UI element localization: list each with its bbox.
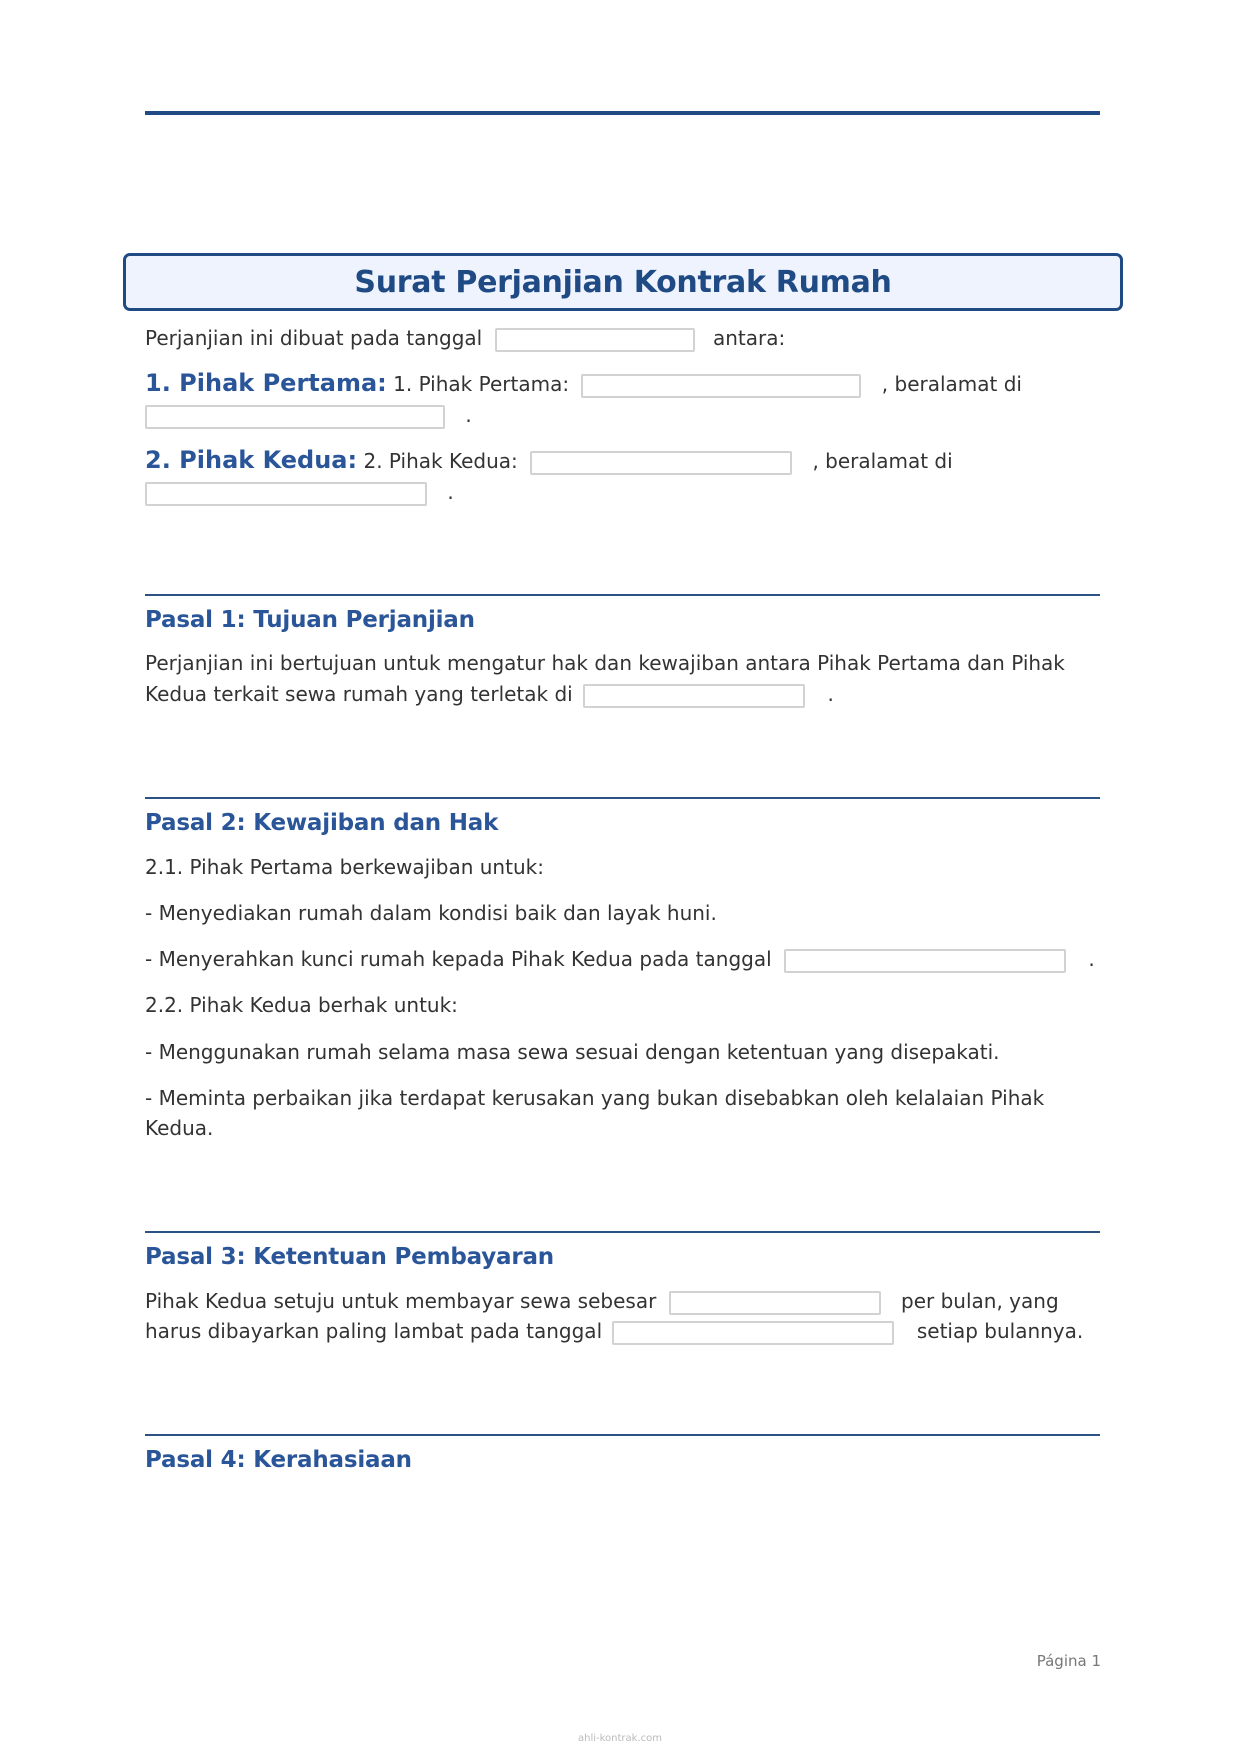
section-2-p3-end: . <box>1088 947 1095 971</box>
title-box <box>123 253 1123 311</box>
section-heading: Pasal 2: Kewajiban dan Hak <box>145 810 499 836</box>
party-first-address-field[interactable] <box>145 405 445 429</box>
section-heading: Pasal 4: Kerahasiaan <box>145 1447 412 1473</box>
party-first-heading: 1. Pihak Pertama: <box>145 369 387 397</box>
section-2-paragraph: 2.1. Pihak Pertama berkewajiban untuk: <box>145 855 544 879</box>
intro-after-text: antara: <box>712 326 786 350</box>
section-1-line-2-text: Kedua terkait sewa rumah yang terletak di <box>145 682 573 706</box>
rent-amount-field[interactable] <box>669 1291 881 1315</box>
section-divider <box>145 594 1100 596</box>
party-first-line <box>145 368 1022 399</box>
section-divider <box>145 1231 1100 1233</box>
top-rule <box>145 111 1100 115</box>
section-3-line-2 <box>145 1316 1083 1346</box>
section-2-paragraph: - Menggunakan rumah selama masa sewa sesuai dengan ketentuan yang disepakati. <box>145 1040 1000 1064</box>
party-first-address-line <box>145 400 472 430</box>
party-second-address-line <box>145 477 454 507</box>
section-1-line-1: Perjanjian ini bertujuan untuk mengatur hak dan kewajiban antara Pihak Pertama dan Pihak <box>145 651 1065 675</box>
section-3-line-2-text: harus dibayarkan paling lambat pada tanggal <box>145 1319 603 1343</box>
section-2-p3-text: - Menyerahkan kunci rumah kepada Pihak Kedua pada tanggal <box>145 947 772 971</box>
section-heading: Pasal 3: Ketentuan Pembayaran <box>145 1244 554 1270</box>
section-2-paragraph <box>145 944 1095 974</box>
house-location-field[interactable] <box>583 684 805 708</box>
page-number: Página 1 <box>1036 1652 1101 1670</box>
key-handover-date-field[interactable] <box>784 949 1066 973</box>
section-3-line-1-end: per bulan, yang <box>901 1289 1059 1313</box>
party-first-address-label: , beralamat di <box>881 372 1022 396</box>
section-2-paragraph: 2.2. Pihak Kedua berhak untuk: <box>145 993 458 1017</box>
party-first-end: . <box>465 403 472 427</box>
party-second-address-label: , beralamat di <box>812 449 953 473</box>
party-second-line <box>145 445 953 476</box>
party-second-heading: 2. Pihak Kedua: <box>145 446 358 474</box>
intro-text: Perjanjian ini dibuat pada tanggal <box>145 326 483 350</box>
section-3-line-2-end: setiap bulannya. <box>916 1319 1084 1343</box>
section-2-paragraph: - Meminta perbaikan jika terdapat kerusakan yang bukan disebabkan oleh kelalaian Pihak <box>145 1086 1045 1110</box>
intro-line <box>145 323 785 353</box>
section-heading: Pasal 1: Tujuan Perjanjian <box>145 607 475 633</box>
section-2-paragraph: - Menyediakan rumah dalam kondisi baik dan layak huni. <box>145 901 717 925</box>
section-3-line-1 <box>145 1286 1059 1316</box>
date-field[interactable] <box>495 328 695 352</box>
party-second-label: 2. Pihak Kedua: <box>363 449 518 473</box>
section-3-line-1-text: Pihak Kedua setuju untuk membayar sewa sebesar <box>145 1289 657 1313</box>
payment-due-date-field[interactable] <box>612 1321 894 1345</box>
party-first-label: 1. Pihak Pertama: <box>393 372 570 396</box>
site-watermark: ahli-kontrak.com <box>577 1733 662 1744</box>
party-second-address-field[interactable] <box>145 482 427 506</box>
section-1-line-2 <box>145 679 834 709</box>
section-divider <box>145 1434 1100 1436</box>
section-1-line-2-end: . <box>827 682 834 706</box>
section-divider <box>145 797 1100 799</box>
section-2-paragraph: Kedua. <box>145 1116 214 1140</box>
document-title: Surat Perjanjian Kontrak Rumah <box>354 264 892 300</box>
party-second-name-field[interactable] <box>530 451 792 475</box>
party-second-end: . <box>447 480 454 504</box>
party-first-name-field[interactable] <box>581 374 861 398</box>
